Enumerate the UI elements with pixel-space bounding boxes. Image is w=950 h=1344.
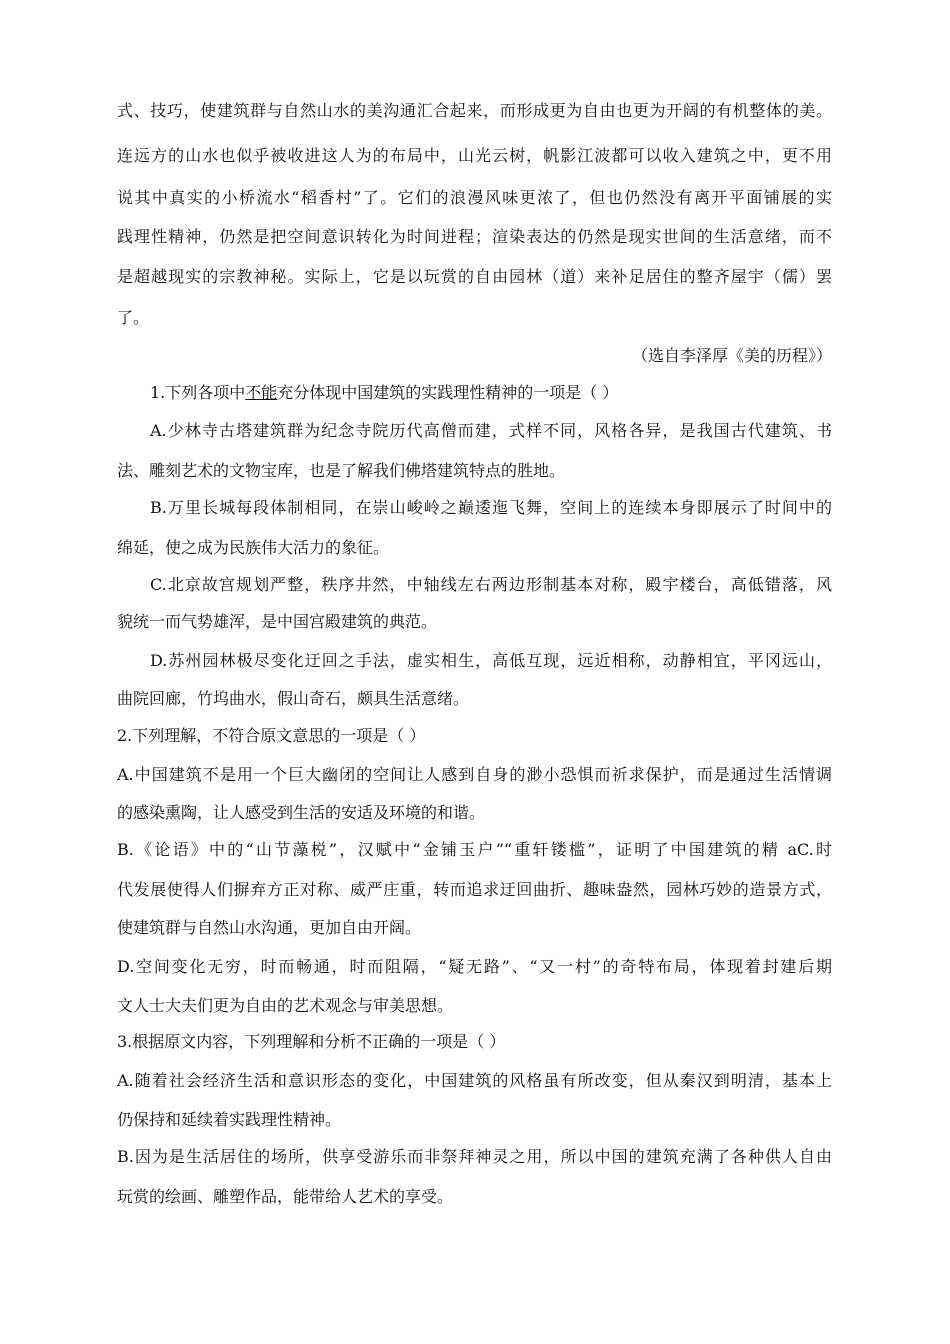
question-1-option-d-cont: 曲院回廊，竹坞曲水，假山奇石，颇具生活意绪。 [117,689,470,708]
question-1-option-b-cont: 绵延，使之成为民族伟大活力的象征。 [117,538,390,557]
question-1-option-d: D.苏州园林极尽变化迂回之手法，虚实相生，高低互现，远近相称，动静相宜，平冈远山， [150,651,832,670]
question-3-stem: 3.根据原文内容，下列理解和分析不正确的一项是（ ） [117,1032,506,1051]
question-1-emphasis: 不能 [245,383,278,402]
question-1-stem [150,383,832,403]
question-3-option-a-cont: 仍保持和延续着实践理性精神。 [117,1110,342,1129]
passage-line: 是超越现实的宗教神秘。实际上，它是以玩赏的自由园林（道）来补足居住的整齐屋宇（儒）罢 [117,267,832,286]
question-1-option-c: C.北京故宫规划严整，秩序井然，中轴线左右两边形制基本对称，殿宇楼台，高低错落，风 [150,575,832,594]
passage-line: 连远方的山水也似乎被收进这人为的布局中，山光云树，帆影江波都可以收入建筑之中，更不用 [117,146,832,165]
question-2-option-a-cont: 的感染熏陶，让人感受到生活的安适及环境的和谐。 [117,803,486,822]
question-2-option-b-cont: 代发展使得人们摒弃方正对称、威严庄重，转而追求迂回曲折、趣味盎然，园林巧妙的造景方式， [117,880,832,899]
question-2-option-b-cont: 使建筑群与自然山水沟通，更加自由开阔。 [117,918,422,937]
question-1-suffix: 充分体现中国建筑的实践理性精神的一项是（ ） [277,383,619,402]
question-2-option-d: D.空间变化无穷，时而畅通，时而阻隔，“疑无路”、“又一村”的奇特布局，体现着封建后期 [117,957,832,976]
question-1-option-c-cont: 貌统一而气势雄浑，是中国宫殿建筑的典范。 [117,612,438,631]
source-citation: （选自李泽厚《美的历程》） [631,346,832,365]
question-2-option-d-cont: 文人士大夫们更为自由的艺术观念与审美思想。 [117,996,454,1015]
question-3-option-b-cont: 玩赏的绘画、雕塑作品，能带给人艺术的享受。 [117,1187,454,1206]
question-2-option-a: A.中国建筑不是用一个巨大幽闭的空间让人感到自身的渺小恐惧而祈求保护，而是通过生活情调 [117,765,832,784]
question-1-option-a-cont: 法、雕刻艺术的文物宝库，也是了解我们佛塔建筑特点的胜地。 [117,461,566,480]
question-2-option-b: B.《论语》中的“山节藻棁”，汉赋中“金铺玉户”“重轩镂槛”，证明了中国建筑的精 aC.时 [117,840,832,859]
passage-line: 践理性精神，仍然是把空间意识转化为时间进程；渲染表达的仍然是现实世间的生活意绪，而不 [117,227,832,246]
passage-line: 式、技巧，使建筑群与自然山水的美沟通汇合起来，而形成更为自由也更为开阔的有机整体的美。 [117,101,832,120]
passage-line: 了。 [117,308,150,327]
question-1-option-a: A.少林寺古塔建筑群为纪念寺院历代高僧而建，式样不同，风格各异，是我国古代建筑、书 [150,421,832,440]
question-2-stem: 2.下列理解，不符合原文意思的一项是（ ） [117,726,426,745]
question-3-option-b: B.因为是生活居住的场所，供享受游乐而非祭拜神灵之用，所以中国的建筑充满了各种供人自由 [117,1147,832,1166]
question-3-option-a: A.随着社会经济生活和意识形态的变化，中国建筑的风格虽有所改变，但从秦汉到明清，基本上 [117,1071,832,1090]
question-1-prefix: 1.下列各项中 [150,383,246,402]
passage-line: 说其中真实的小桥流水“稻香村”了。它们的浪漫风味更浓了，但也仍然没有离开平面铺展的实 [117,188,832,207]
question-1-option-b: B.万里长城每段体制相同，在崇山峻岭之巅逶迤飞舞，空间上的连续本身即展示了时间中的 [150,498,832,517]
